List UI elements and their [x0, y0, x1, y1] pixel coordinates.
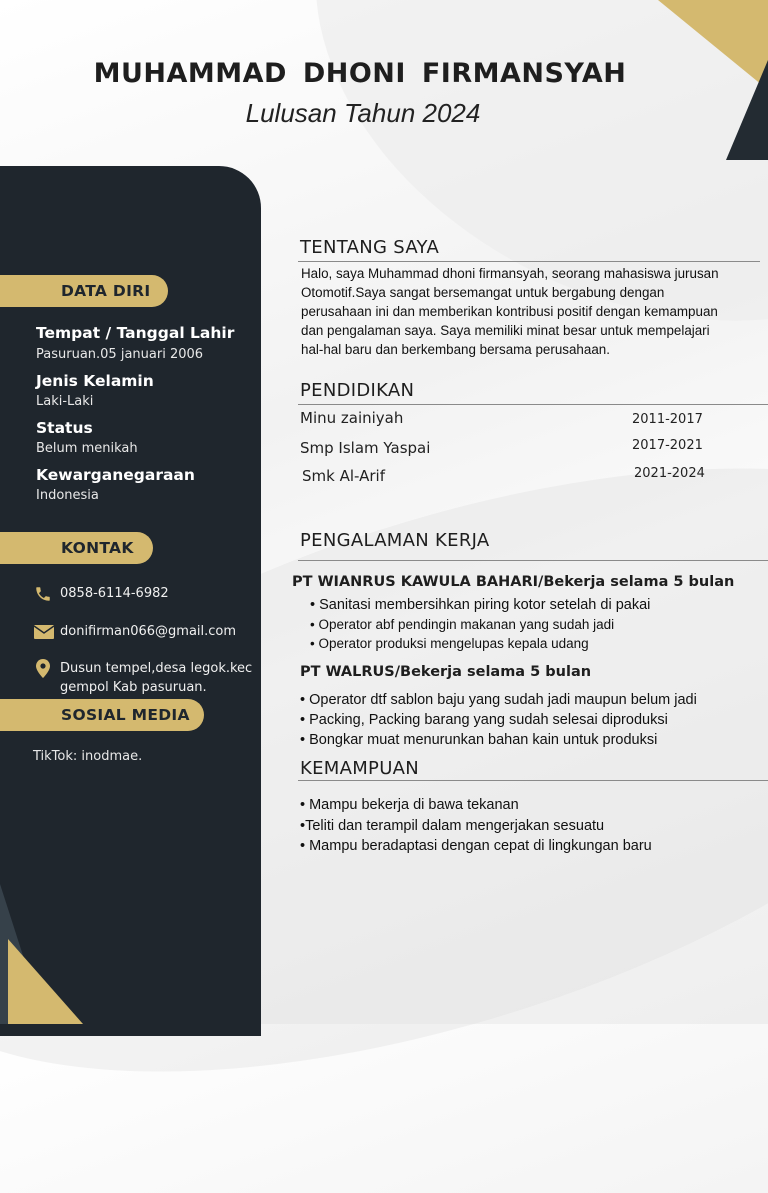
graduation-subtitle: Lulusan Tahun 2024 [245, 98, 481, 128]
gender-value: Laki-Laki [36, 394, 94, 409]
status-label: Status [36, 419, 93, 437]
school-2-years: 2017-2021 [632, 438, 703, 453]
school-3-years: 2021-2024 [634, 466, 705, 481]
resume-name [0, 58, 720, 89]
citizenship-value: Indonesia [36, 488, 99, 503]
school-3: Smk Al-Arif [302, 467, 385, 485]
skill-2: •Teliti dan terampil dalam mengerjakan sesuatu [300, 818, 605, 834]
gender-label: Jenis Kelamin [36, 372, 154, 390]
email-address: donifirman066@gmail.com [60, 624, 237, 639]
data-diri-heading: DATA DIRI [0, 275, 168, 307]
social-media-heading: SOSIAL MEDIA [0, 699, 204, 731]
experience-heading: PENGALAMAN KERJA [300, 530, 490, 551]
job-2-duty-1: • Operator dtf sablon baju yang sudah jadi maupun belum jadi [300, 692, 697, 708]
phone-number: 0858-6114-6982 [60, 586, 169, 601]
skills-heading: KEMAMPUAN [300, 758, 420, 779]
name-last: FIRMANSYAH [421, 58, 627, 89]
birth-value: Pasuruan.05 januari 2006 [36, 347, 204, 362]
phone-icon [34, 585, 52, 607]
education-divider [298, 404, 768, 405]
skill-1: • Mampu bekerja di bawa tekanan [300, 797, 519, 813]
job-1-duty-1: • Sanitasi membersihkan piring kotor setelah di pakai [310, 597, 651, 613]
kontak-heading: KONTAK [0, 532, 153, 564]
corner-gold-triangle-bottom [8, 939, 83, 1024]
school-1-years: 2011-2017 [632, 412, 703, 427]
home-address: Dusun tempel,desa legok.kec gempol Kab pasuruan. [60, 661, 253, 695]
job-1-duty-2: • Operator abf pendingin makanan yang sudah jadi [310, 617, 615, 632]
skills-divider [298, 780, 768, 781]
school-2: Smp Islam Yaspai [300, 439, 431, 457]
education-heading: PENDIDIKAN [300, 380, 415, 401]
tiktok-handle: TikTok: inodmae. [33, 749, 143, 764]
about-heading: TENTANG SAYA [300, 237, 440, 258]
citizenship-label: Kewarganegaraan [36, 466, 195, 484]
job-2-duty-2: • Packing, Packing barang yang sudah selesai diproduksi [300, 712, 668, 728]
corner-dark-triangle-top [726, 60, 768, 160]
school-1: Minu zainiyah [300, 409, 404, 427]
skill-3: • Mampu beradaptasi dengan cepat di lingkungan baru [300, 838, 652, 854]
birth-label: Tempat / Tanggal Lahir [36, 324, 235, 342]
job-2-duty-3: • Bongkar muat menurunkan bahan kain untuk produksi [300, 732, 658, 748]
status-value: Belum menikah [36, 441, 138, 456]
email-icon [34, 624, 54, 643]
name-first: MUHAMMAD DHONI [93, 58, 406, 89]
job-1-title: PT WIANRUS KAWULA BAHARI/Bekerja selama 5 bulan [292, 574, 735, 590]
experience-divider [298, 560, 768, 561]
job-2-title: PT WALRUS/Bekerja selama 5 bulan [300, 664, 592, 680]
about-text: Halo, saya Muhammad dhoni firmansyah, seorang mahasiswa jurusan Otomotif.Saya sangat bersemangat untuk bergabung dengan perusahaan ini dan memberikan kontribusi positif dengan kemampuan dan pengalaman saya. Saya memiliki minat besar untuk mempelajari hal-hal baru dan berkembang bersama perusahaan. [301, 266, 719, 357]
about-divider [298, 261, 760, 262]
location-pin-icon [36, 659, 50, 682]
job-1-duty-3: • Operator produksi mengelupas kepala udang [310, 636, 589, 651]
